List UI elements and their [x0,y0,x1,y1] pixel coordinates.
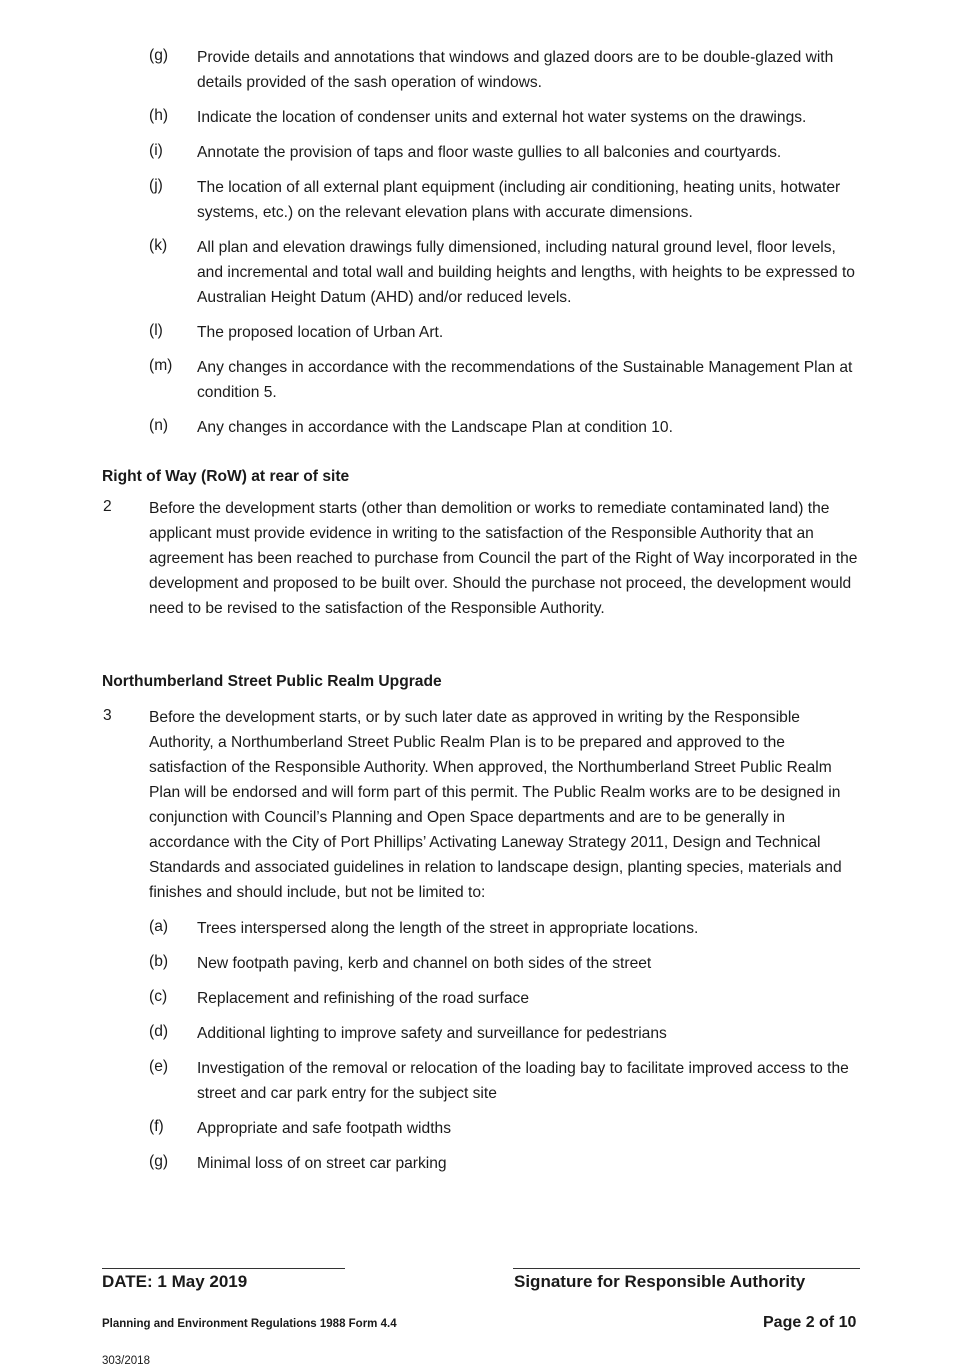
item-text: Additional lighting to improve safety and surveillance for pedestrians [197,1025,667,1042]
item-label: (i) [149,142,163,159]
item-label: (d) [149,1023,169,1040]
item-label: (a) [149,918,169,935]
item-text: Annotate the provision of taps and floor waste gullies to all balconies and courtyards. [197,144,782,161]
item-label: (e) [149,1058,169,1075]
item-text: The proposed location of Urban Art. [197,324,444,341]
item-text: Trees interspersed along the length of the street in appropriate locations. [197,920,699,937]
section-heading: Northumberland Street Public Realm Upgrade [102,673,442,690]
item-text: Appropriate and safe footpath widths [197,1120,451,1137]
item-text: Any changes in accordance with the Landscape Plan at condition 10. [197,419,673,436]
item-text: Replacement and refinishing of the road surface [197,990,529,1007]
item-text: Minimal loss of on street car parking [197,1155,447,1172]
item-text: The location of all external plant equipment (including air conditioning, heating units, hotwater systems, etc.) on the relevant elevation plans with accurate dimensions. [197,179,841,221]
signature-label: Signature for Responsible Authority [514,1272,806,1291]
item-label: (m) [149,357,173,374]
date-label: DATE: 1 May 2019 [102,1272,248,1291]
item-label: (h) [149,107,169,124]
condition-text: Before the development starts (other than demolition or works to remediate contaminated land) the applicant must provide evidence in writing to the satisfaction of the Responsible Authority that an agreement has been reached to purchase from Council the part of the Right of Way incorporated in the development and proposed to be built over. Should the purchase not proceed, the development would need to be revised to the satisfaction of the Responsible Authority. [149,500,858,617]
item-text: Provide details and annotations that windows and glazed doors are to be double-glazed with details provided of the sash operation of windows. [197,49,834,91]
condition-text: Before the development starts, or by such later date as approved in writing by the Responsible Authority, a Northumberland Street Public Realm Plan is to be prepared and approved to the satisfaction of the Responsible Authority. When approved, the Northumberland Street Public Realm Plan will be endorsed and will form part of this permit. The Public Realm works are to be designed in conjunction with Council’s Planning and Open Space departments and are to be generally in accordance with the City of Port Phillips’ Activating Laneway Strategy 2011, Design and Technical Standards and associated guidelines in relation to landscape design, planting species, materials and finishes and should include, but not be limited to: [149,709,842,901]
item-label: (l) [149,322,163,339]
item-label: (g) [149,47,169,64]
item-label: (c) [149,988,168,1005]
condition-number: 2 [103,498,112,515]
item-text: Any changes in accordance with the recommendations of the Sustainable Management Plan at condition 5. [197,359,853,401]
item-label: (b) [149,953,169,970]
item-label: (f) [149,1118,164,1135]
item-label: (j) [149,177,163,194]
item-text: Investigation of the removal or relocation of the loading bay to facilitate improved access to the street and car park entry for the subject site [197,1060,849,1102]
date-signature-line [102,1268,345,1269]
authority-signature-line [513,1268,860,1269]
item-label: (g) [149,1153,169,1170]
item-label: (k) [149,237,168,254]
item-label: (n) [149,417,169,434]
item-text: Indicate the location of condenser units and external hot water systems on the drawings. [197,109,807,126]
permit-number: 303/2018 [102,1355,150,1367]
item-text: All plan and elevation drawings fully dimensioned, including natural ground level, floor levels, and incremental and total wall and building heights and lengths, with heights to be expressed to Australian Height Datum (AHD) and/or reduced levels. [197,239,855,306]
item-text: New footpath paving, kerb and channel on both sides of the street [197,955,652,972]
condition-number: 3 [103,707,112,724]
section-heading: Right of Way (RoW) at rear of site [102,468,350,485]
page-number: Page 2 of 10 [763,1314,857,1331]
form-reference: Planning and Environment Regulations 1988 Form 4.4 [102,1318,397,1330]
